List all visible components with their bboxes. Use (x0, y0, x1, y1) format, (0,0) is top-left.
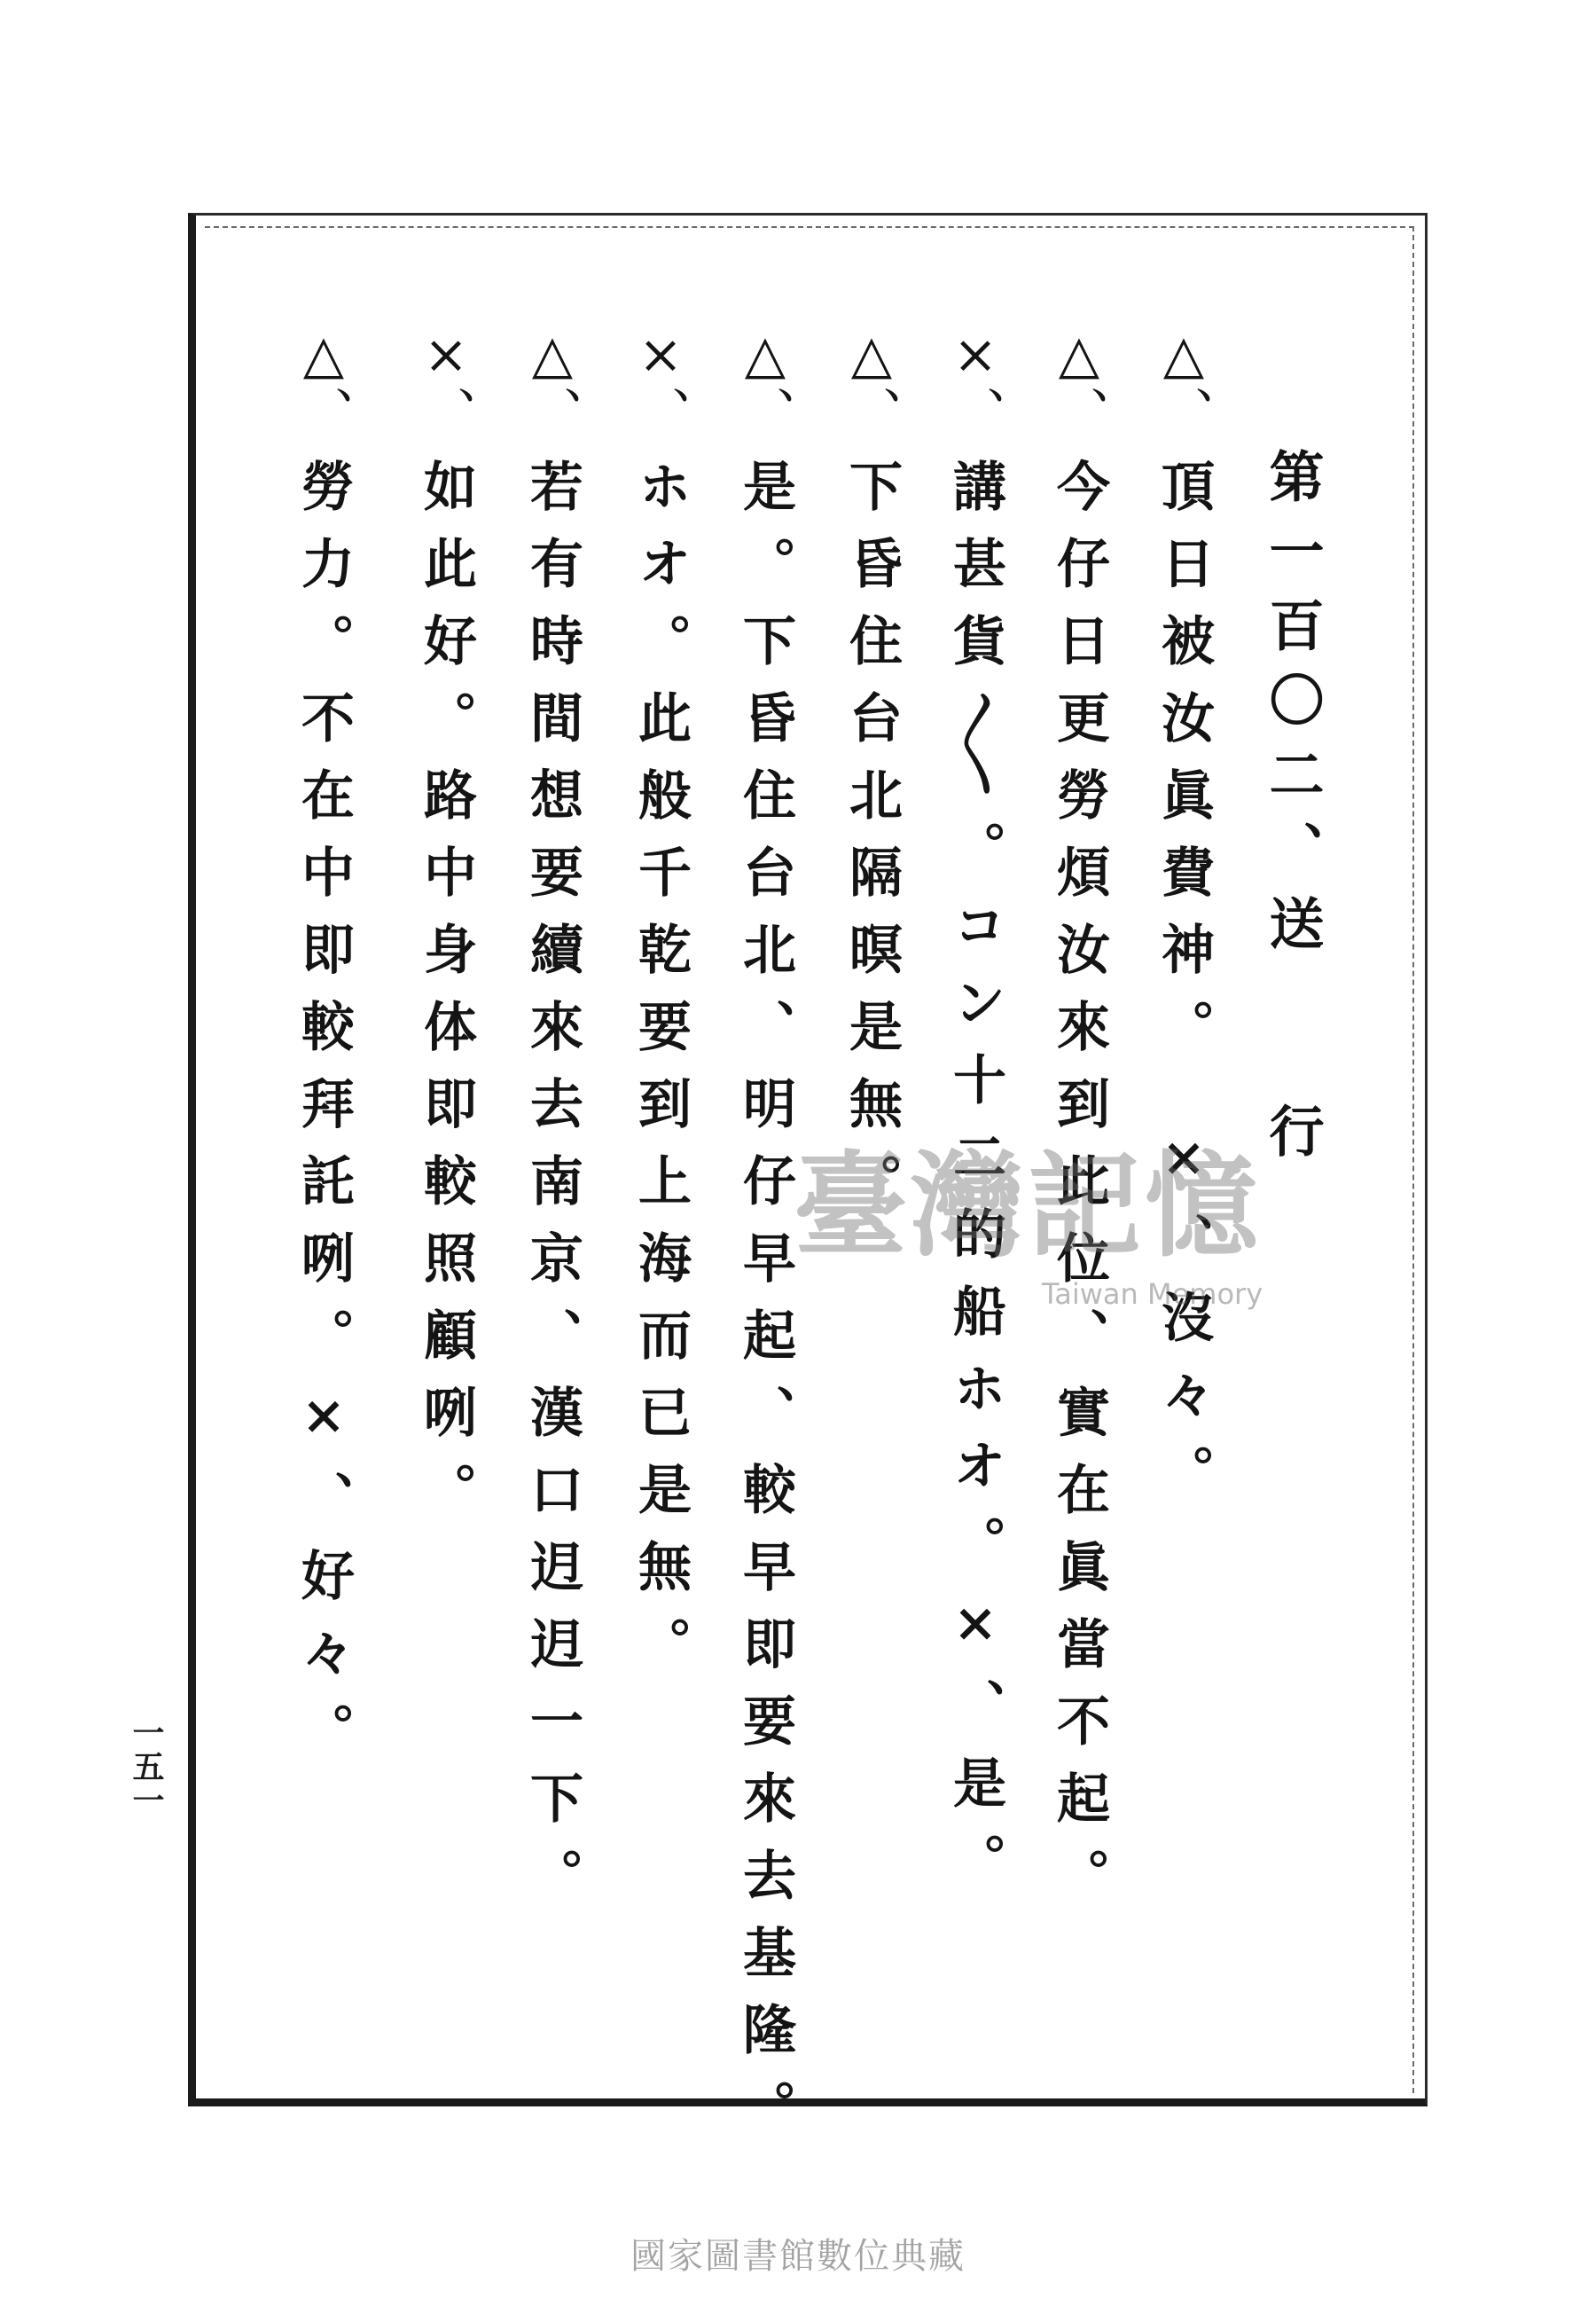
speaker-mark: △、 (293, 324, 355, 439)
dialogue-line (1039, 324, 1119, 1925)
line-text: 如此好。路中身体即較照顧咧。 (415, 459, 477, 1539)
speaker-mark: △、 (521, 324, 583, 439)
line-text: 下昏住台北隔暝是無。 (841, 459, 903, 1230)
line-text: ホオ。此般千乾要到上海而已是無。 (630, 459, 692, 1693)
section-title-tail: 行 (1260, 1102, 1325, 1177)
speaker-mark: △、 (1048, 324, 1110, 439)
speaker-mark: ×、 (415, 324, 477, 439)
speaker-mark: △、 (1153, 324, 1215, 439)
dialogue-line (621, 324, 700, 1693)
speaker-mark: △、 (734, 324, 796, 439)
section-title-main: 第一百〇二、送 (1260, 448, 1325, 969)
speaker-mark: ×、 (630, 324, 692, 439)
section-title (1252, 448, 1332, 1177)
line-text: 勞力。不在中即較拜託咧。×、好々。 (293, 459, 355, 1779)
dialogue-line (284, 324, 364, 1779)
speaker-mark: ×、 (944, 324, 1006, 439)
watermark (794, 1140, 1290, 1339)
footer-credit: 國家圖書館數位典藏 (630, 2236, 966, 2277)
page-number: 一五一 (128, 1716, 165, 1817)
line-text: 若有時間想要續來去南京、漢口迌迌一下。 (521, 459, 583, 1925)
speaker-mark: △、 (841, 324, 903, 439)
watermark-subtext: Taiwan Memory (1042, 1277, 1264, 1311)
line-text: 今仔日更勞煩汝來到此位、實在眞當不起。 (1048, 459, 1110, 1925)
line-text: 頂日被汝眞費神。 ×、沒々。 (1153, 459, 1215, 1521)
dialogue-line (935, 324, 1015, 1910)
dialogue-line (512, 324, 592, 1925)
line-text: 是。下昏住台北、明仔早起、較早即要來去基隆。 (734, 459, 796, 2156)
dialogue-line (832, 324, 911, 1230)
watermark-text: 臺灣記憶 (794, 1140, 1263, 1273)
line-text: 講甚貨〳〵。コン十二的船ホオ。×、是。 (944, 459, 1006, 1910)
dialogue-line (1144, 324, 1224, 1521)
dialogue-line (406, 324, 486, 1539)
